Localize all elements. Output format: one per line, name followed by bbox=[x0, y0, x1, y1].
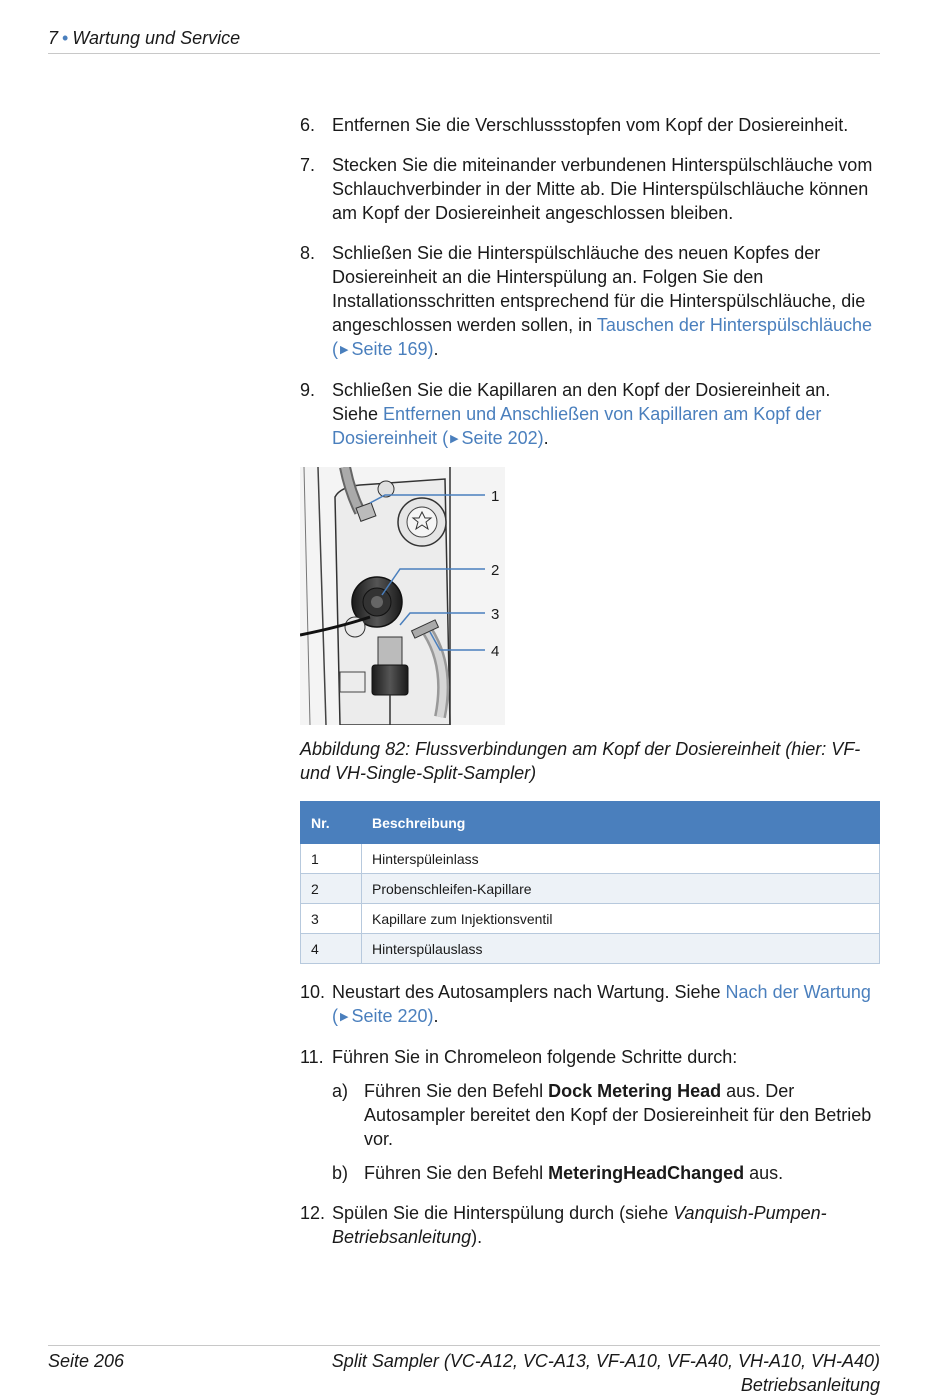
substep-text: Führen Sie den Befehl bbox=[364, 1163, 549, 1183]
substep-text: Führen Sie den Befehl bbox=[364, 1081, 549, 1101]
step-number: 12. bbox=[300, 1203, 326, 1223]
step-number: 7. bbox=[300, 155, 316, 175]
step-text: ). bbox=[471, 1227, 483, 1247]
step-text: Spülen Sie die Hinterspülung durch (siehe bbox=[332, 1203, 674, 1223]
step-text: Entfernen Sie die Verschlussstopfen vom Kopf der Dosiereinheit. bbox=[332, 115, 849, 135]
punctuation: . bbox=[543, 428, 549, 448]
step-number: 10. bbox=[300, 982, 326, 1002]
command-metering-head-changed: MeteringHeadChanged bbox=[548, 1163, 745, 1183]
page-ref-link[interactable]: ( ▶ Seite 202) bbox=[442, 428, 544, 448]
running-header bbox=[48, 28, 880, 54]
punctuation: . bbox=[433, 1006, 439, 1026]
column-header-beschreibung: Beschreibung bbox=[362, 802, 880, 844]
step-number: 8. bbox=[300, 243, 316, 263]
substep-letter: b) bbox=[332, 1163, 349, 1183]
step-8 bbox=[300, 241, 880, 362]
product-name: Split Sampler (VC-A12, VC-A13, VF-A10, VF-A40, VH-A10, VH-A40) bbox=[331, 1351, 880, 1371]
chapter-number: 7 bbox=[48, 28, 59, 48]
page-ref: Seite 202 bbox=[461, 428, 538, 448]
reference-manual-title: Vanquish-Pumpen-Betriebsanleitung bbox=[332, 1203, 827, 1247]
running-footer bbox=[48, 1345, 880, 1397]
table-row bbox=[301, 904, 880, 934]
table-cell-nr: 2 bbox=[301, 874, 362, 904]
step-number: 6. bbox=[300, 115, 316, 135]
table-cell-nr: 1 bbox=[301, 844, 362, 874]
arrow-right-icon: ▶ bbox=[340, 344, 349, 356]
main-content bbox=[300, 113, 880, 1265]
page-ref-link[interactable]: ( ▶ Seite 169) bbox=[332, 339, 434, 359]
callout-2: 2 bbox=[491, 562, 500, 579]
substep-b bbox=[332, 1161, 880, 1185]
metering-head-illustration bbox=[300, 467, 880, 725]
table-cell-description: Probenschleifen-Kapillare bbox=[362, 874, 880, 904]
callout-3: 3 bbox=[491, 606, 500, 623]
step-number: 9. bbox=[300, 380, 316, 400]
link-tauschen-hinterspuelschlaeuche[interactable]: Tauschen der Hinterspülschläuche bbox=[596, 315, 873, 335]
link-kapillaren[interactable]: Entfernen und Anschließen von Kapillaren am Kopf der Dosiereinheit bbox=[332, 404, 822, 448]
arrow-right-icon: ▶ bbox=[450, 433, 459, 445]
step-text: Schließen Sie die Kapillaren an den Kopf der Dosiereinheit an. Siehe bbox=[332, 380, 831, 424]
table-cell-description: Hinterspülauslass bbox=[362, 934, 880, 964]
substep-a bbox=[332, 1079, 880, 1151]
page-number: Seite 206 bbox=[48, 1351, 125, 1371]
punctuation: . bbox=[433, 339, 439, 359]
step-text: Stecken Sie die miteinander verbundenen Hinterspülschläuche vom Schlauchverbinder in der Mitte ab. Die Hinterspülschläuche können am Kopf der Dosiereinheit angeschlossen bleiben. bbox=[332, 155, 873, 223]
step-number: 11. bbox=[300, 1047, 324, 1067]
table-header-row bbox=[301, 802, 880, 844]
step-text: Neustart des Autosamplers nach Wartung. Siehe bbox=[332, 982, 726, 1002]
step-11 bbox=[300, 1045, 880, 1185]
step-10 bbox=[300, 980, 880, 1029]
callout-1: 1 bbox=[491, 488, 500, 505]
command-dock-metering-head: Dock Metering Head bbox=[548, 1081, 722, 1101]
substep-text: aus. Der Autosampler bereitet den Kopf der Dosiereinheit für den Betrieb vor. bbox=[364, 1081, 872, 1149]
link-nach-der-wartung[interactable]: Nach der Wartung bbox=[725, 982, 871, 1002]
table-row bbox=[301, 844, 880, 874]
page-ref: Seite 220 bbox=[351, 1006, 428, 1026]
figure-caption: Abbildung 82: Flussverbindungen am Kopf der Dosiereinheit (hier: VF- und VH-Single-Split-Sampler) bbox=[300, 739, 861, 783]
page-ref-link[interactable]: ( ▶ Seite 220) bbox=[332, 1006, 434, 1026]
substep-letter: a) bbox=[332, 1081, 349, 1101]
step-text: Führen Sie in Chromeleon folgende Schritte durch: bbox=[332, 1047, 738, 1067]
step-9 bbox=[300, 378, 880, 451]
table-cell-description: Hinterspüleinlass bbox=[362, 844, 880, 874]
step-7 bbox=[300, 153, 880, 225]
description-table bbox=[300, 801, 880, 964]
bullet-icon: • bbox=[62, 28, 69, 48]
figure-flow-connections bbox=[300, 467, 880, 725]
step-12 bbox=[300, 1201, 880, 1249]
document-type: Betriebsanleitung bbox=[740, 1375, 880, 1395]
page-ref: Seite 169 bbox=[351, 339, 428, 359]
table-row bbox=[301, 934, 880, 964]
step-text: Schließen Sie die Hinterspülschläuche des neuen Kopfes der Dosiereinheit an die Hinterspülung an. Folgen Sie den Installationsschritten entsprechend für die Hinterspülschläuche, die angeschlossen werden sollen, in bbox=[332, 243, 866, 335]
substep-text: aus. bbox=[744, 1163, 784, 1183]
callout-4: 4 bbox=[491, 643, 500, 660]
chapter-title: Wartung und Service bbox=[72, 28, 241, 48]
table-cell-description: Kapillare zum Injektionsventil bbox=[362, 904, 880, 934]
step-6 bbox=[300, 113, 880, 137]
table-cell-nr: 4 bbox=[301, 934, 362, 964]
column-header-nr: Nr. bbox=[301, 802, 362, 844]
table-cell-nr: 3 bbox=[301, 904, 362, 934]
arrow-right-icon: ▶ bbox=[340, 1011, 349, 1023]
table-row bbox=[301, 874, 880, 904]
